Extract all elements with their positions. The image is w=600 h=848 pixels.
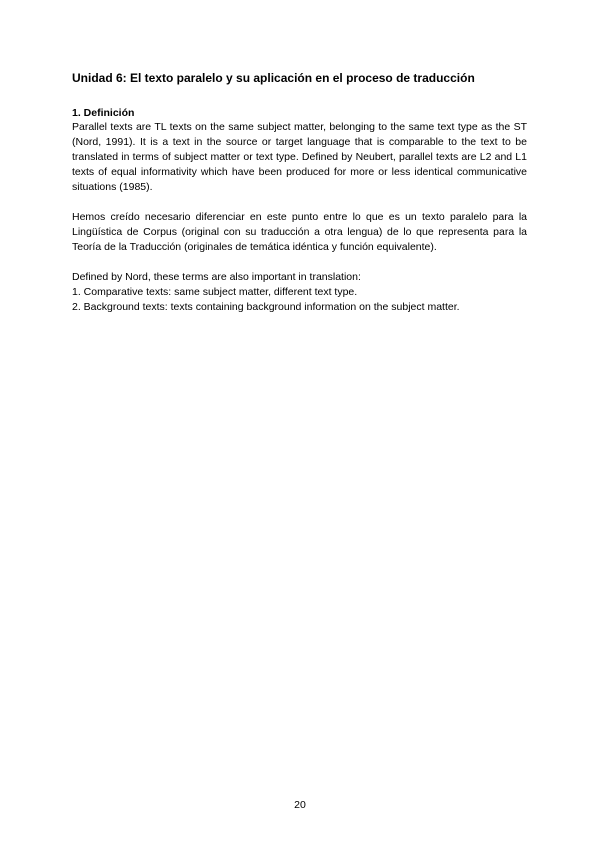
paragraph-parallel-texts-definition: Parallel texts are TL texts on the same subject matter, belonging to the same text type as the ST (Nord, 1991). It is a text in the source or target language that is comparable to the text to be translated in terms of subject matter or text type. Defined by Neubert, parallel texts are L2 and L1 texts of equal informativity which have been produced for more or less identical communicative situations (1985). <box>72 121 527 193</box>
page-number: 20 <box>294 799 306 811</box>
paragraph-corpus-vs-translation: Hemos creído necesario diferenciar en este punto entre lo que es un texto paralelo para la Lingüística de Corpus (original con su traducción a otra lengua) de lo que representa para la Teoría de la Traducción (originales de temática idéntica y función equivalente). <box>72 211 527 253</box>
list-item-comparative-texts: 1. Comparative texts: same subject matter, different text type. <box>72 286 358 298</box>
unit-title: Unidad 6: El texto paralelo y su aplicación en el proceso de traducción <box>72 71 475 85</box>
list-item-background-texts: 2. Background texts: texts containing background information on the subject matter. <box>72 301 460 313</box>
paragraph-nord-terms-intro: Defined by Nord, these terms are also important in translation: <box>72 271 361 283</box>
document-body <box>72 70 527 315</box>
section-heading: 1. Definición <box>72 107 135 119</box>
